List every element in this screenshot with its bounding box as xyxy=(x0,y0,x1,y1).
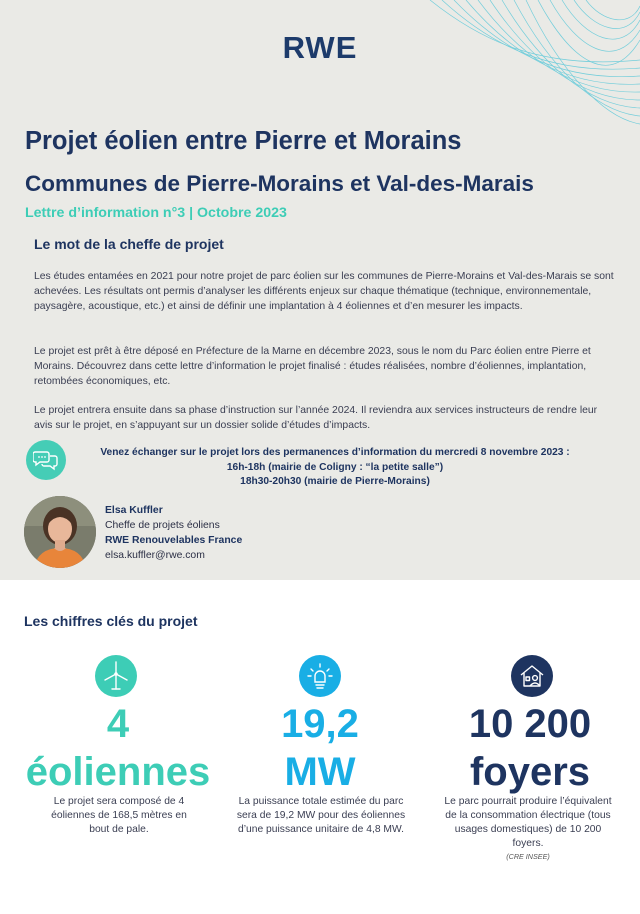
intro-paragraph: Le projet est prêt à être déposé en Préfecture de la Marne en décembre 2023, sous le nom du Parc éolien entre Pierre et Morains. Découvrez dans cette lettre d’information le projet finalisé : études réalisées, nombre d’éoliennes, implantation, retombées économiques, etc. xyxy=(34,346,591,387)
light-bulb-icon xyxy=(299,655,341,697)
issue-label: Lettre d’information n°3 | Octobre 2023 xyxy=(25,205,287,221)
chat-bubbles-icon xyxy=(26,440,66,480)
page-subtitle: Communes de Pierre-Morains et Val-des-Marais xyxy=(25,171,534,196)
avatar xyxy=(24,496,96,568)
contact-organization: RWE Renouvelables France xyxy=(105,535,243,546)
key-figure-unit: éoliennes xyxy=(25,750,211,794)
key-figure-value xyxy=(220,700,420,796)
key-figure-number: 10 200 xyxy=(468,702,592,746)
meetings-invitation: Venez échanger sur le projet lors des permanences d’information du mercredi 8 novembre 2023 : xyxy=(100,447,570,458)
intro-paragraph: Les études entamées en 2021 pour notre projet de parc éolien sur les communes de Pierre-Morains et Val-des-Marais se sont achevées. Les résultats ont permis d’analyser les différents enjeux sur chaque thématique (technique, environnementale, paysagère, acoustique, etc.) et ainsi de définir une implantation à 4 éoliennes et d’en mesurer les impacts. xyxy=(34,271,614,312)
key-figure-number: 19,2 xyxy=(281,702,359,746)
key-figure-unit: foyers xyxy=(469,750,591,794)
key-figure-value xyxy=(18,700,218,796)
key-figure-description: Le projet sera composé de 4 éoliennes de 168,5 mètres en bout de pale. xyxy=(51,796,187,835)
key-figure-value xyxy=(420,700,640,796)
rwe-logo: RWE xyxy=(282,30,358,65)
wind-turbine-icon xyxy=(95,655,137,697)
intro-paragraph: Le projet entrera ensuite dans sa phase d’instruction sur l’année 2024. Il reviendra aux services instructeurs de rendre leur avis sur le projet, en s’appuyant sur un dossier solide d’études d’impacts. xyxy=(34,405,598,431)
house-person-icon xyxy=(511,655,553,697)
meeting-slot: 18h30-20h30 (mairie de Pierre-Morains) xyxy=(240,476,430,487)
meetings-info xyxy=(70,446,600,490)
intro-heading: Le mot de la cheffe de projet xyxy=(34,236,224,252)
data-source: (CRE INSEE) xyxy=(506,852,550,861)
key-figure-description: La puissance totale estimée du parc sera de 19,2 MW pour des éoliennes d’une puissance unitaire de 4,8 MW. xyxy=(236,796,406,835)
key-figure-description: Le parc pourrait produire l’équivalent de la consommation électrique (tous usages domestiques) de 10 200 foyers. xyxy=(444,796,612,849)
contact-email[interactable]: elsa.kuffler@rwe.com xyxy=(105,550,205,561)
contact-name: Elsa Kuffler xyxy=(105,505,163,516)
contact-role: Cheffe de projets éoliens xyxy=(105,520,220,531)
contact-card xyxy=(105,503,242,563)
key-figure-unit: MW xyxy=(284,750,356,794)
key-figure-number: 4 xyxy=(106,702,130,746)
key-figures-heading: Les chiffres clés du projet xyxy=(24,613,198,629)
page-title: Projet éolien entre Pierre et Morains xyxy=(25,127,462,155)
meeting-slot: 16h-18h (mairie de Coligny : “la petite salle”) xyxy=(226,461,444,473)
